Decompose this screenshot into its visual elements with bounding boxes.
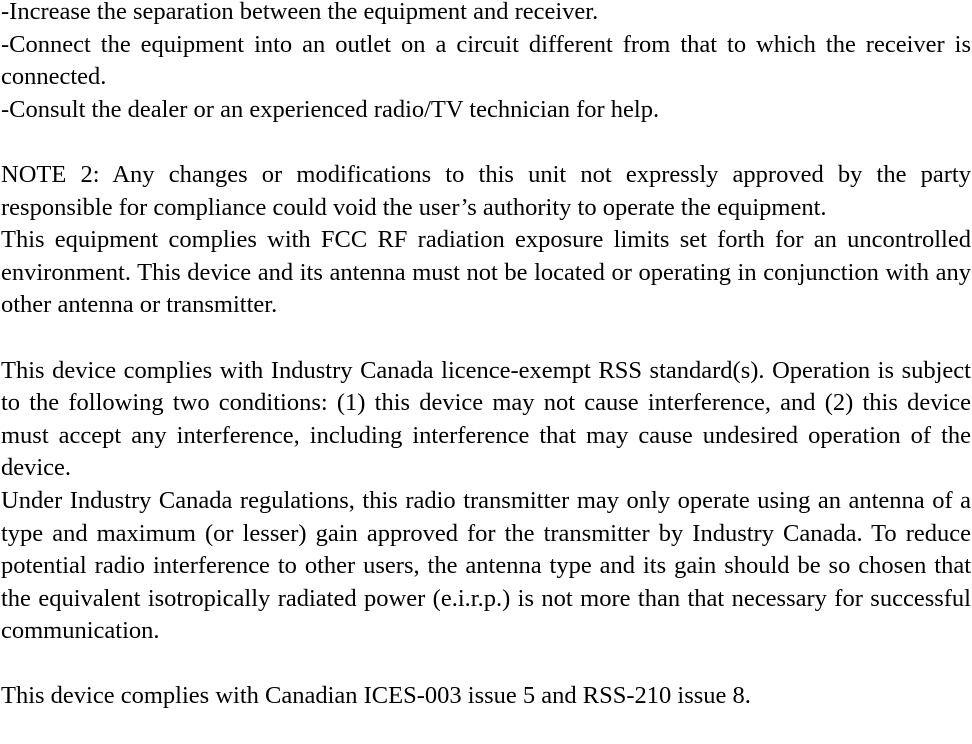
paragraph-spacer [1,648,971,681]
fcc-rf-exposure-statement: This equipment complies with FCC RF radiation exposure limits set forth for an uncontrolled environment. This device and its antenna must not be located or operating in conjunction with any other antenna or transmitter. [1,226,971,319]
ices-003-compliance-statement: This device complies with Canadian ICES-003 issue 5 and RSS-210 issue 8. [1,682,751,710]
paragraph-spacer [1,126,971,159]
industry-canada-antenna-statement: Under Industry Canada regulations, this radio transmitter may only operate using an antenna of a type and maximum (or lesser) gain approved for the transmitter by Industry Canada. To reduce potential radio interference to other users, the antenna type and its gain should be so chosen that the equivalent isotropically radiated power (e.i.r.p.) is not more than that necessary for successful communication. [1,486,971,645]
instruction-consult-dealer: -Consult the dealer or an experienced radio/TV technician for help. [1,95,660,123]
paragraph-spacer [1,322,971,355]
industry-canada-rss-statement: This device complies with Industry Canada licence-exempt RSS standard(s). Operation is subject to the following two conditions: (1) this device may not cause interference, and (2) this device must accept any interference, including interference that may cause undesired operation of the device. [1,356,971,482]
note-2-modifications: NOTE 2: Any changes or modifications to this unit not expressly approved by the party responsible for compliance could void the user’s authority to operate the equipment. [1,160,971,221]
instruction-increase-separation: -Increase the separation between the equipment and receiver. [1,0,599,25]
instruction-different-circuit: -Connect the equipment into an outlet on a circuit different from that to which the receiver is connected. [1,30,971,91]
